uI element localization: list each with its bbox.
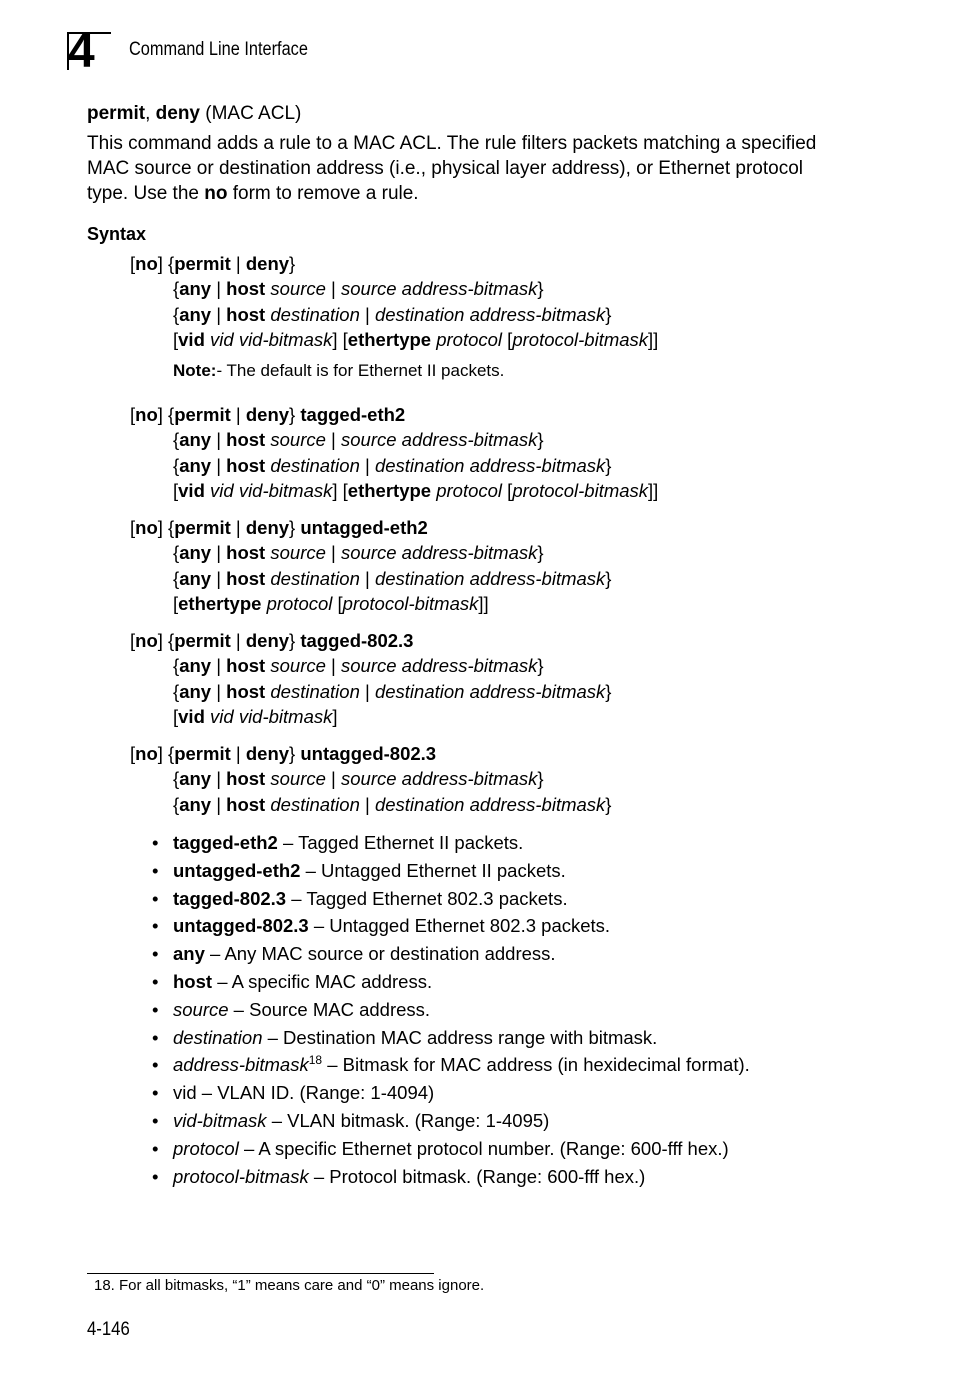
list-item: [152, 885, 872, 913]
list-term: untagged-eth2: [173, 859, 301, 881]
footnote-divider: [87, 1273, 434, 1274]
kw-any: any: [179, 278, 212, 300]
section-heading: [87, 103, 301, 125]
syntax-block-untagged-eth2: [130, 515, 830, 616]
kw-host: host: [226, 793, 266, 815]
bullet-icon: •: [152, 943, 159, 965]
intro-paragraph: [87, 131, 847, 206]
param-source-mask: source address-bitmask: [341, 542, 538, 564]
param-destination-mask: destination address-bitmask: [374, 680, 606, 702]
syntax-line: {any | host destination | destination address-bitmask}: [173, 454, 612, 476]
syntax-line: [no] {permit | deny} untagged-802.3: [130, 743, 437, 764]
param-vid-mask: vid-bitmask: [238, 328, 333, 350]
param-protocol-mask: protocol-bitmask: [342, 592, 479, 614]
syntax-line: [no] {permit | deny} tagged-eth2: [130, 404, 406, 425]
param-source-mask: source address-bitmask: [341, 278, 538, 300]
list-term: protocol-bitmask: [173, 1165, 309, 1187]
param-vid-mask: vid-bitmask: [238, 479, 333, 501]
syntax-line: [ethertype protocol [protocol-bitmask]]: [173, 592, 489, 614]
bullet-icon: •: [152, 915, 159, 937]
kw-host: host: [226, 429, 266, 451]
kw-host: host: [226, 454, 266, 476]
kw-host: host: [226, 680, 266, 702]
bullet-icon: •: [152, 1082, 159, 1104]
syntax-line: {any | host destination | destination address-bitmask}: [173, 303, 612, 325]
syntax-note: [173, 361, 504, 381]
param-vid: vid: [210, 479, 234, 501]
syntax-line: {any | host source | source address-bitmask}: [173, 768, 544, 790]
kw-any: any: [179, 655, 212, 677]
syntax-line: {any | host destination | destination address-bitmask}: [173, 567, 612, 589]
syntax-line: {any | host source | source address-bitmask}: [173, 542, 544, 564]
list-term: destination: [173, 1026, 263, 1048]
kw-tagged-eth2: tagged-eth2: [300, 404, 406, 425]
kw-no: no: [135, 253, 158, 274]
kw-any: any: [179, 429, 212, 451]
list-description: – Any MAC source or destination address.: [204, 943, 556, 965]
param-source: source: [270, 542, 326, 564]
kw-any: any: [179, 542, 212, 564]
footnote-reference: 18: [308, 1053, 323, 1068]
param-destination-mask: destination address-bitmask: [374, 303, 606, 325]
chapter-number: 4: [68, 25, 95, 78]
list-term: untagged-802.3: [173, 915, 309, 937]
intro-keyword-no: no: [204, 183, 228, 204]
bullet-icon: •: [152, 832, 159, 853]
list-item: [152, 857, 872, 885]
bullet-icon: •: [152, 1109, 159, 1131]
syntax-heading: Syntax: [87, 224, 147, 244]
list-description: – Source MAC address.: [228, 998, 431, 1020]
param-protocol: protocol: [266, 592, 333, 614]
list-item: [152, 940, 872, 968]
list-term: tagged-eth2: [173, 832, 278, 853]
note-label: Note:: [173, 361, 217, 380]
kw-host: host: [226, 567, 266, 589]
kw-vid: vid: [178, 705, 205, 727]
bullet-icon: •: [152, 998, 159, 1020]
bullet-icon: •: [152, 1137, 159, 1159]
list-description: – Tagged Ethernet 802.3 packets.: [286, 887, 568, 909]
param-vid-mask: vid-bitmask: [238, 705, 333, 727]
kw-any: any: [179, 793, 212, 815]
param-protocol-mask: protocol-bitmask: [512, 479, 649, 501]
list-term: vid-bitmask: [173, 1109, 267, 1131]
syntax-line: [vid vid vid-bitmask] [ethertype protocol [protocol-bitmask]]: [173, 328, 659, 350]
heading-command-deny: deny: [155, 103, 200, 124]
kw-permit: permit: [174, 253, 231, 274]
list-description: – Untagged Ethernet 802.3 packets.: [308, 915, 611, 937]
note-text: - The default is for Ethernet II packets.: [216, 361, 505, 380]
param-source: source: [270, 278, 326, 300]
intro-text-end: form to remove a rule.: [227, 183, 419, 204]
syntax-block-default: [130, 251, 830, 352]
intro-text: This command adds a rule to a MAC ACL. The rule filters packets matching a specified MAC source or destination address (i.e., physical layer address), or Ethernet protocol type. Use the: [87, 133, 817, 204]
param-destination: destination: [270, 567, 360, 589]
param-protocol-mask: protocol-bitmask: [512, 328, 649, 350]
param-destination: destination: [270, 793, 360, 815]
list-description: – VLAN bitmask. (Range: 1-4095): [266, 1109, 550, 1131]
param-vid: vid: [210, 705, 234, 727]
param-destination: destination: [270, 303, 360, 325]
heading-comma: ,: [145, 103, 151, 124]
kw-any: any: [179, 454, 212, 476]
list-item: [152, 1163, 872, 1191]
syntax-block-tagged-8023: [130, 628, 830, 729]
param-destination-mask: destination address-bitmask: [374, 454, 606, 476]
kw-any: any: [179, 680, 212, 702]
list-item: [152, 829, 872, 857]
kw-no: no: [135, 743, 158, 764]
syntax-line: [vid vid vid-bitmask] [ethertype protocol [protocol-bitmask]]: [173, 479, 659, 501]
list-item: [152, 996, 872, 1024]
bullet-icon: •: [152, 970, 159, 992]
kw-any: any: [179, 768, 212, 790]
parameter-list: [152, 829, 872, 1190]
kw-host: host: [226, 303, 266, 325]
kw-no: no: [135, 517, 158, 538]
list-item: [152, 1079, 872, 1107]
syntax-line: {any | host source | source address-bitmask}: [173, 655, 544, 677]
param-vid: vid: [210, 328, 234, 350]
syntax-line: {any | host destination | destination address-bitmask}: [173, 793, 612, 815]
list-description: – Destination MAC address range with bitmask.: [262, 1026, 658, 1048]
kw-vid: vid: [178, 328, 205, 350]
list-description: – A specific Ethernet protocol number. (Range: 600-fff hex.): [238, 1137, 729, 1159]
kw-any: any: [179, 567, 212, 589]
param-destination: destination: [270, 680, 360, 702]
list-item: [152, 912, 872, 940]
list-term: any: [173, 943, 205, 965]
param-source-mask: source address-bitmask: [341, 655, 538, 677]
syntax-block-tagged-eth2: [130, 402, 830, 503]
syntax-line: [vid vid vid-bitmask]: [173, 705, 338, 727]
param-protocol: protocol: [436, 479, 503, 501]
list-description: – Protocol bitmask. (Range: 600-fff hex.): [308, 1165, 646, 1187]
bullet-icon: •: [152, 859, 159, 881]
kw-permit: permit: [174, 630, 231, 651]
param-source-mask: source address-bitmask: [341, 768, 538, 790]
syntax-line: [no] {permit | deny} tagged-802.3: [130, 630, 414, 651]
syntax-line: {any | host destination | destination address-bitmask}: [173, 680, 612, 702]
chapter-title: Command Line Interface: [129, 39, 308, 60]
list-item: [152, 1051, 872, 1079]
kw-ethertype: ethertype: [347, 479, 432, 501]
kw-vid: vid: [178, 479, 205, 501]
list-term: tagged-802.3: [173, 887, 287, 909]
heading-suffix: (MAC ACL): [205, 103, 302, 124]
bullet-icon: •: [152, 1165, 159, 1187]
kw-host: host: [226, 768, 266, 790]
kw-untagged-eth2: untagged-eth2: [300, 517, 428, 538]
kw-permit: permit: [174, 517, 231, 538]
list-description: – Tagged Ethernet II packets.: [277, 832, 524, 853]
param-destination-mask: destination address-bitmask: [374, 793, 606, 815]
param-source: source: [270, 655, 326, 677]
kw-untagged-8023: untagged-802.3: [300, 743, 437, 764]
list-term: protocol: [173, 1137, 239, 1159]
list-description: – A specific MAC address.: [212, 970, 433, 992]
list-description: – Bitmask for MAC address (in hexidecimal format).: [322, 1054, 750, 1076]
kw-tagged-8023: tagged-802.3: [300, 630, 414, 651]
param-source: source: [270, 429, 326, 451]
kw-no: no: [135, 630, 158, 651]
heading-command-permit: permit: [87, 103, 146, 124]
syntax-line: [no] {permit | deny} untagged-eth2: [130, 517, 428, 538]
list-term: host: [173, 970, 213, 992]
kw-permit: permit: [174, 404, 231, 425]
kw-no: no: [135, 404, 158, 425]
list-term: address-bitmask: [173, 1054, 309, 1076]
kw-deny: deny: [245, 743, 290, 764]
kw-host: host: [226, 278, 266, 300]
kw-deny: deny: [245, 630, 290, 651]
footnote: 18. For all bitmasks, “1” means care and “0” means ignore.: [94, 1277, 485, 1294]
syntax-line: [no] {permit | deny}: [130, 253, 296, 274]
kw-permit: permit: [174, 743, 231, 764]
syntax-line: {any | host source | source address-bitmask}: [173, 429, 544, 451]
bullet-icon: •: [152, 887, 159, 909]
param-destination-mask: destination address-bitmask: [374, 567, 606, 589]
kw-host: host: [226, 655, 266, 677]
param-source-mask: source address-bitmask: [341, 429, 538, 451]
param-destination: destination: [270, 454, 360, 476]
param-source: source: [270, 768, 326, 790]
kw-any: any: [179, 303, 212, 325]
kw-deny: deny: [245, 517, 290, 538]
list-item: [152, 1024, 872, 1052]
list-item: [152, 1135, 872, 1163]
syntax-line: {any | host source | source address-bitmask}: [173, 278, 544, 300]
bullet-icon: •: [152, 1054, 159, 1076]
list-description: – Untagged Ethernet II packets.: [300, 859, 566, 881]
list-term: source: [173, 998, 229, 1020]
kw-deny: deny: [245, 404, 290, 425]
bullet-icon: •: [152, 1026, 159, 1048]
kw-ethertype: ethertype: [178, 592, 262, 614]
list-description: vid – VLAN ID. (Range: 1-4094): [173, 1082, 435, 1104]
kw-ethertype: ethertype: [347, 328, 432, 350]
param-protocol: protocol: [436, 328, 503, 350]
syntax-block-untagged-8023: [130, 741, 830, 817]
list-item: [152, 968, 872, 996]
page-number: 4-146: [87, 1319, 130, 1340]
kw-host: host: [226, 542, 266, 564]
kw-deny: deny: [245, 253, 290, 274]
list-item: [152, 1107, 872, 1135]
